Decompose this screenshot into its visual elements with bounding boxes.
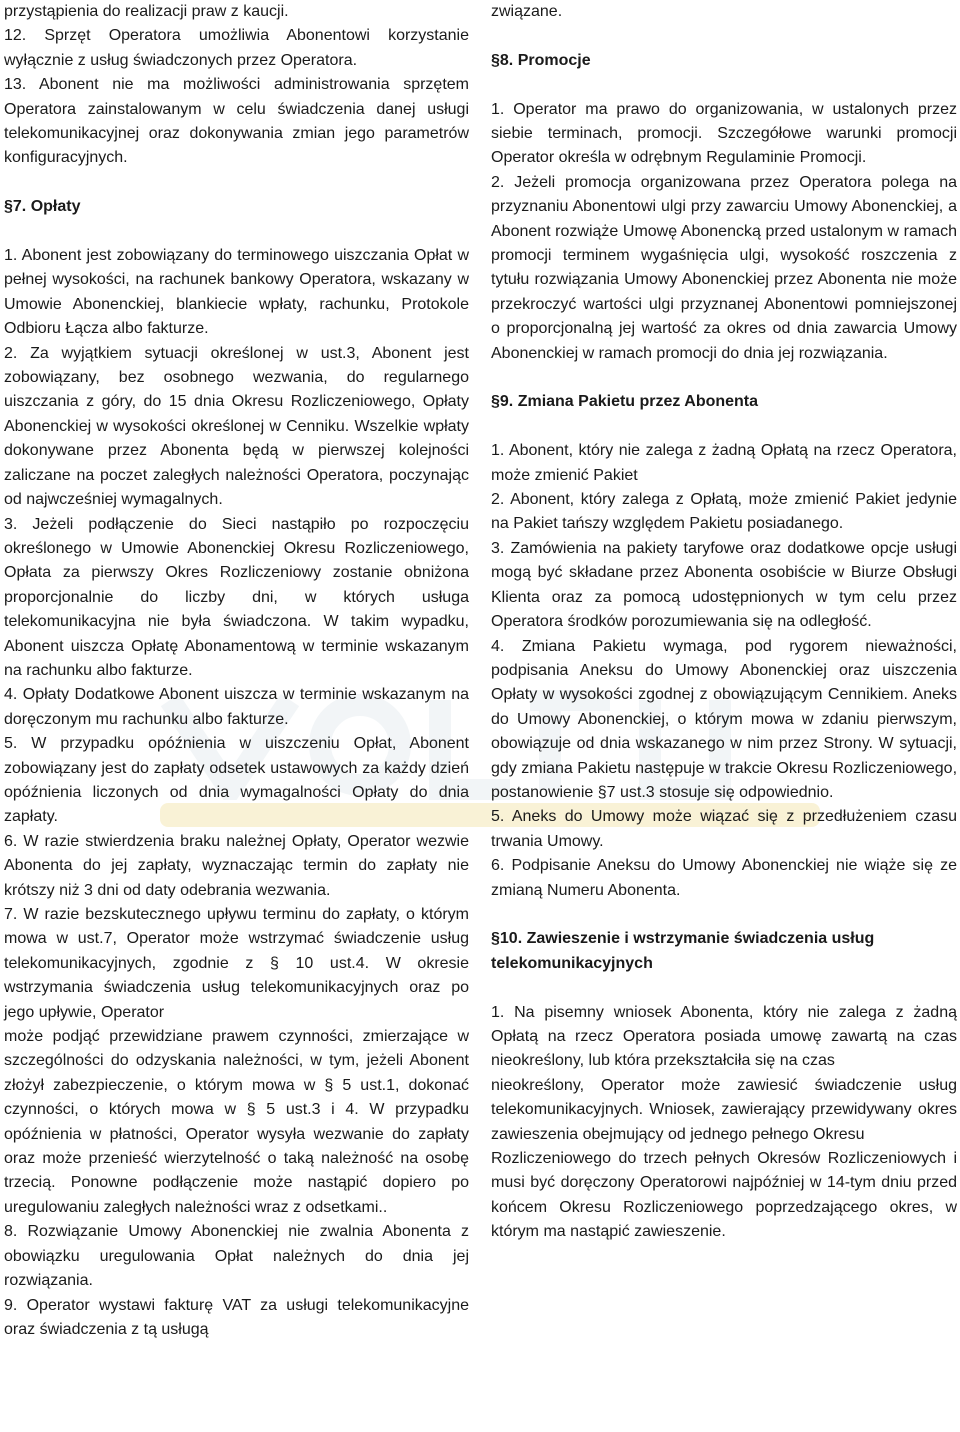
section-heading-7: §7. Opłaty — [4, 198, 81, 216]
section7-point-4: 4. Opłaty Dodatkowe Abonent uiszcza w terminie wskazanym na doręczonym mu rachunku albo fakturze. — [4, 686, 469, 728]
section7-point-7b: może podjąć przewidziane prawem czynności, zmierzające w szczególności do odzyskania należności, w tym, jeżeli Abonent złożył zabezpieczenie, o którym mowa w § 5 ust.1, dokonać czynności, o których mowa w § 5 ust.3 i 4. W przypadku opóźnienia w płatności, Operator wysyła wezwanie do zapłaty oraz może przenieść wierzytelność o taką należność na osobę trzecią. Ponowne podłączenie może nastąpić dopiero po uregulowaniu zaległych należności wraz z odsetkami.. — [4, 1028, 469, 1216]
section9-point-1: 1. Abonent, który nie zalega z żadną Opłatą na rzecz Operatora, może zmienić Pakiet — [491, 442, 957, 484]
section-heading-8: §8. Promocje — [491, 51, 591, 69]
section8-point-1: 1. Operator ma prawo do organizowania, w ustalonych przez siebie terminach, promocji. Szczegółowe warunki promocji Operator określa w odrębnym Regulaminie Promocji. — [491, 100, 957, 167]
section10-point-1c: Rozliczeniowego do trzech pełnych Okresów Rozliczeniowych i musi być doręczony Operatorowi najpóźniej w 14-tym dniu przed końcem Okresu Rozliczeniowego poprzedzającego okres, w którym ma nastąpić zawieszenie. — [491, 1150, 957, 1241]
section9-point-4: 4. Zmiana Pakietu wymaga, pod rygorem nieważności, podpisania Aneksu do Umowy Abonenckiej oraz uiszczenia Opłaty w wysokości zgodnej z obowiązującym Cennikiem. Aneks do Umowy Abonenckiej, o którym mowa w zdaniu pierwszym, obowiązuje od dnia wskazanego w nim przez Strony. W sytuacji, gdy zmiana Pakietu następuje w trakcie Okresu Rozliczeniowego, postanowienie §7 ust.3 stosuje się odpowiednio. — [491, 637, 958, 801]
section8-point-2: 2. Jeżeli promocja organizowana przez Operatora polega na przyznaniu Abonentowi ulgi przy zawarciu Umowy Abonenckiej, a Abonent rozwiąże Umowę Abonencką przed ustalonym w ramach promocji terminem wygaśnięcia ulgi, wysokość roszczenia z tytułu rozwiązania Umowy Abonenckiej przez Abonenta nie może przekroczyć wartości ulgi przyznanej Abonentowi pomniejszonej o proporcjonalną jej wartość za okres od dnia zawarcia Umowy Abonenckiej w ramach promocji do dnia jej rozwiązania. — [491, 173, 957, 362]
section7-point-2: 2. Za wyjątkiem sytuacji określonej w ust.3, Abonent jest zobowiązany, bez osobnego wezwania, do regularnego uiszczania z góry, do 15 dnia Okresu Rozliczeniowego, Opłaty Abonenckiej w wysokości określonej w Cenniku. Wszelkie wpłaty dokonywane przez Abonenta będą w pierwszej kolejności zaliczane na poczet zaległych należności Operatora, poczynając od najwcześniej wymagalnych. — [4, 344, 469, 509]
section7-point-1: 1. Abonent jest zobowiązany do terminowego uiszczania Opłat w pełnej wysokości, na rachunek bankowy Operatora, wskazany w Umowie Abonenckiej, blankiecie wpłaty, rachunku, Protokole Odbioru Łącza albo fakturze. — [4, 247, 469, 338]
section7-point-5: 5. W przypadku opóźnienia w uiszczeniu Opłat, Abonent zobowiązany jest do zapłaty odsetek ustawowych za każdy dzień opóźnienia liczonych od dnia wymagalności Opłaty do dnia zapłaty. — [4, 735, 469, 826]
section10-point-1b: nieokreślony, Operator może zawiesić świadczenie usług telekomunikacyjnych. Wniosek, zawierający przewidywany okres zawieszenia obejmujący od jednego pełnego Okresu — [491, 1076, 957, 1143]
section7-point-6: 6. W razie stwierdzenia braku należnej Opłaty, Operator wezwie Abonenta do jej zapłaty, wyznaczając termin do zapłaty nie krótszy niż 3 dni od daty odebrania wezwania. — [4, 832, 469, 899]
section-heading-10: §10. Zawieszenie i wstrzymanie świadczenia usług telekomunikacyjnych — [491, 930, 875, 972]
section10-point-1a: 1. Na pisemny wniosek Abonenta, który nie zalega z żadną Opłatą na rzecz Operatora posiada umowę zawartą na czas nieokreślony, lub która przekształciła się na czas — [491, 1003, 957, 1070]
section7-point-7a: 7. W razie bezskutecznego upływu terminu do zapłaty, o którym mowa w ust.7, Operator może wstrzymać świadczenie usług telekomunikacyjnych, zgodnie z § 10 ust.4. W okresie wstrzymania świadczenia usług telekomunikacyjnych oraz po jego upływie, Operator — [4, 906, 469, 1021]
paragraph-13: 13. Abonent nie ma możliwości administrowania sprzętem Operatora zainstalowanym w celu świadczenia danej usługi telekomunikacyjnej oraz dokonywania zmian jego parametrów konfiguracyjnych. — [4, 76, 469, 167]
section-heading-9: §9. Zmiana Pakietu przez Abonenta — [491, 393, 759, 411]
section9-point-2: 2. Abonent, który zalega z Opłatą, może zmienić Pakiet jedynie na Pakiet tańszy względem Pakietu posiadanego. — [491, 491, 957, 533]
section9-point-6: 6. Podpisanie Aneksu do Umowy Abonenckiej nie wiąże się ze zmianą Numeru Abonenta. — [491, 857, 957, 899]
left-column — [4, 0, 469, 1342]
section7-point-8: 8. Rozwiązanie Umowy Abonenckiej nie zwalnia Abonenta z obowiązku uregulowania Opłat należnych do dnia jej rozwiązania. — [4, 1223, 469, 1290]
paragraph-intro: przystąpienia do realizacji praw z kaucji. — [4, 3, 289, 20]
section9-point-3: 3. Zamówienia na pakiety taryfowe oraz dodatkowe opcje usługi mogą być składane przez Abonenta osobiście w Biurze Obsługi Klienta oraz za pomocą udostępnionych w tym celu przez Operatora środków porozumiewania się na odległość. — [491, 539, 957, 631]
right-column — [491, 0, 957, 1245]
section7-point-9: 9. Operator wystawi fakturę VAT za usługi telekomunikacyjne oraz świadczenia z tą usługą — [4, 1296, 469, 1338]
section7-point-3: 3. Jeżeli podłączenie do Sieci nastąpiło po rozpoczęciu określonego w Umowie Abonenckiej Okresu Rozliczeniowego, Opłata za pierwszy Okres Rozliczeniowy zostanie obniżona proporcjonalnie do liczby dni, w których usługa telekomunikacyjna nie była świadczona. W takim wypadku, Abonent uiszcza Opłatę Abonamentową w terminie wskazanym na rachunku albo fakturze. — [4, 515, 469, 679]
paragraph-12: 12. Sprzęt Operatora umożliwia Abonentowi korzystanie wyłącznie z usług świadczonych przez Operatora. — [4, 27, 469, 69]
paragraph-continuation: związane. — [491, 3, 563, 20]
section9-point-5: 5. Aneks do Umowy może wiązać się z przedłużeniem czasu trwania Umowy. — [491, 808, 957, 850]
